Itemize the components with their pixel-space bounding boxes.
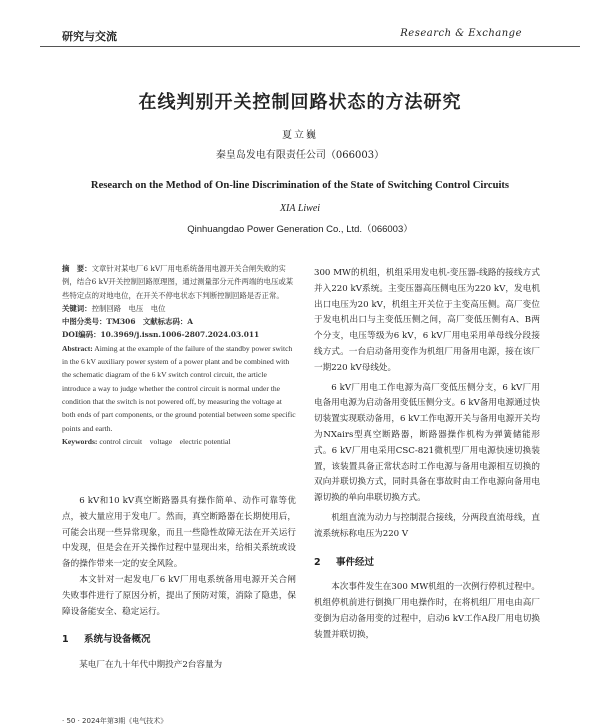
right-column-body xyxy=(314,266,540,644)
section-1-heading: 1 系统与设备概况 xyxy=(62,634,151,646)
intro-paragraph-2: 本文针对一起发电厂6 kV厂用电系统备用电源开关合闸失败事件进行了原因分析，提出了预防对策，消除了隐患，保障设备能安全、稳定运行。 xyxy=(62,574,296,617)
page-footer: · 50 · 2024年第3期《电气技术》 xyxy=(62,717,168,725)
author-en: XIA Liwei xyxy=(279,203,321,214)
paper-title-cn: 在线判别开关控制回路状态的方法研究 xyxy=(138,92,462,113)
author-cn: 夏立巍 xyxy=(282,130,318,141)
left-column-body xyxy=(62,494,296,674)
right-paragraph-1: 300 MW的机组，机组采用发电机-变压器-线路的接线方式并入220 kV系统。主变压器高压侧电压为220 kV，发电机出口电压为20 kV，机组主开关位于主变高压侧。高厂变位于发电机出口与主变低压侧之间，高厂变低压侧有A、B两个分支，电压等级为6 kV，6 kV厂用电采用单母线分段接线方式。一台启动备用变作为机组厂用备用电源，接在该厂一期220 kV母线处。 xyxy=(314,268,540,373)
abstract-en xyxy=(62,342,296,435)
affiliation-en: Qinhuangdao Power Generation Co., Ltd.（066003） xyxy=(187,224,413,235)
keywords-en xyxy=(62,435,296,448)
doi-value: 10.3969/j.issn.1006-2807.2024.03.011 xyxy=(100,330,260,340)
abstract-cn xyxy=(62,262,296,302)
journal-section-cn: 研究与交流 xyxy=(62,30,117,43)
keywords-en-label: Keywords: xyxy=(62,436,98,446)
keywords-en-text: control circuit voltage electric potential xyxy=(99,436,231,446)
right-paragraph-4: 本次事件发生在300 MW机组的一次例行停机过程中。机组停机前进行倒换厂用电操作时，在将机组厂用电由高厂变倒为启动备用变的过程中，启动6 kV工作A段厂用电切换装置并联切换， xyxy=(314,582,540,640)
keywords-text: 控制回路 电压 电位 xyxy=(91,303,166,313)
abstract-label: 摘 要： xyxy=(62,264,92,273)
doi-line: DOI编码：10.3969/j.issn.1006-2807.2024.03.011 xyxy=(62,330,260,340)
journal-section-en: Research & Exchange xyxy=(400,28,522,39)
paper-title-en: Research on the Method of On-line Discrimination of the State of Switching Control Circuits xyxy=(90,180,510,191)
abstract-en-label: Abstract: xyxy=(62,343,93,353)
doc-code: A xyxy=(187,317,193,327)
abstract-en-text: Aiming at the example of the failure of the standby power switch in the 6 kV auxiliary power system of a power plant and be combined with the schematic diagram of the 6 kV switch control circuit, the article introduce a way to judge whether the control circuit is normal under the condition that the switch is not powered off, by measuring the voltage at both ends of part components, or the ground potential between some specific points and earth. xyxy=(62,343,296,433)
abstract-block xyxy=(62,262,296,448)
affiliation-cn: 秦皇岛发电有限责任公司（066003） xyxy=(215,150,385,161)
intro-paragraph-1: 6 kV和10 kV真空断路器具有操作简单、动作可靠等优点，被大量应用于发电厂。然而，真空断路器在长期使用后，可能会出现一些异常现象，而且一些隐性故障无法在开关运行中发现，但是会在开关操作过程中显现出来，给相关系统或设备的操作带来一定的安全风险。 xyxy=(62,496,296,570)
section-1-paragraph: 某电厂在九十年代中期投产2台容量为 xyxy=(79,660,223,671)
clc-code: TM306 xyxy=(106,317,136,327)
running-header xyxy=(40,28,522,52)
right-paragraph-2: 6 kV厂用电工作电源为高厂变低压侧分支，6 kV厂用电备用电源为启动备用变低压侧分支。6 kV备用电源通过快切装置实现联动备用，6 kV工作电源开关与备用电源开关均为NXairs型真空断路器，断路器操作机构为弹簧储能形式。6 kV厂用电采用CSC-821微机型厂用电源快速切换装置，该装置具备正常状态时工作电源与备用电源相互切换的双向并联切换方式，同时具备在事故时由工作电源向备用电源切换的单向串联切换方式。 xyxy=(314,382,540,504)
abstract-text: 文章针对某电厂6 kV厂用电系统备用电源开关合闸失败的实例，结合6 kV开关控制回路原理图，通过测量部分元件两端的电压或某些特定点的对地电位，在开关不停电状态下判断控制回路是否正常。 xyxy=(62,264,294,300)
classification-line: 中图分类号：TM306 文献标志码：A xyxy=(62,317,193,327)
keywords-label: 关键词： xyxy=(62,303,92,313)
header-rule xyxy=(40,46,580,47)
right-paragraph-3: 机组直流为动力与控制混合接线，分两段直流母线，直流系统标称电压为220 V xyxy=(314,512,540,539)
section-2-heading: 2 事件经过 xyxy=(314,556,375,568)
keywords-cn xyxy=(62,302,296,315)
